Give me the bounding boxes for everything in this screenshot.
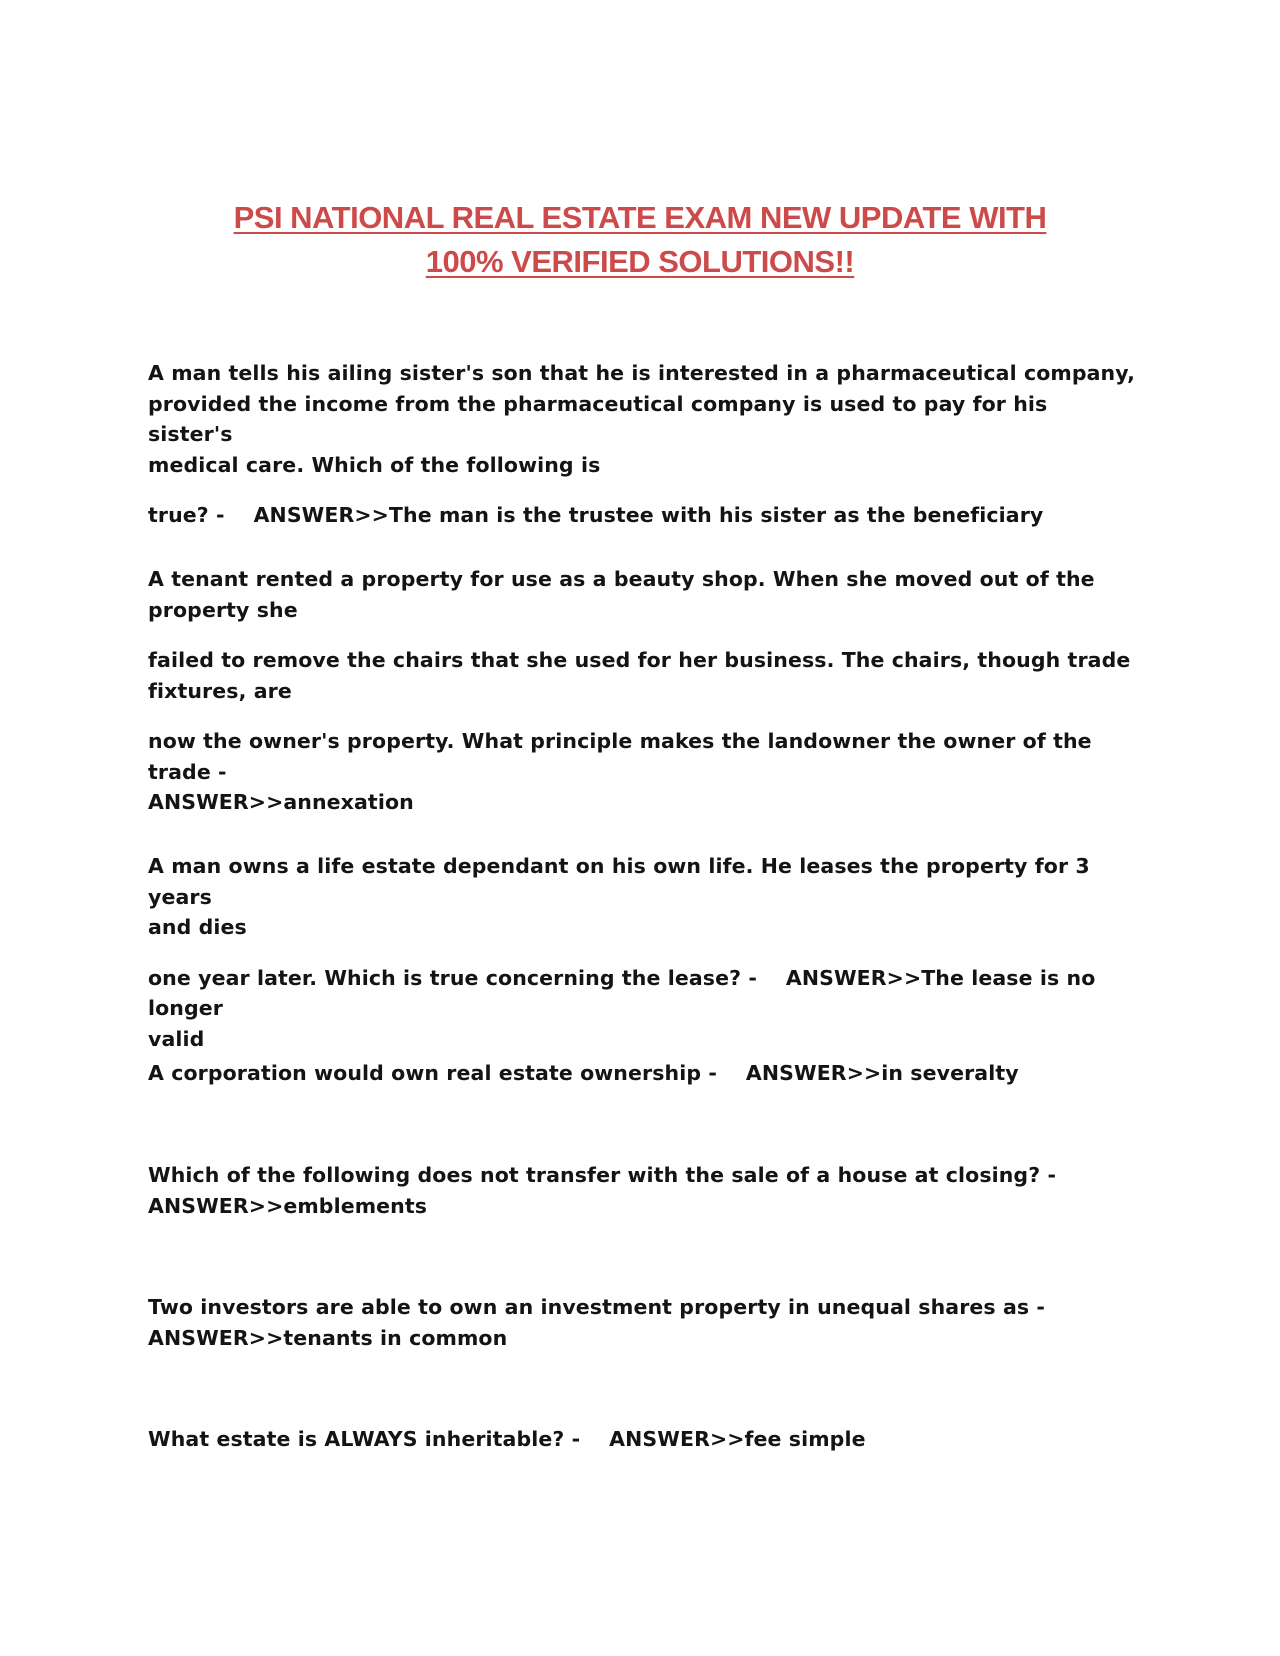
- qa-item-4: [148, 1058, 1138, 1089]
- question-text: A tenant rented a property for use as a beauty shop. When she moved out of the property she: [148, 567, 1095, 622]
- question-text: A man tells his ailing sister's son that he is interested in a pharmaceutical company, provided the income from the pharmaceutical company is used to pay for his sister's medical care. Which of the following is: [148, 361, 1136, 477]
- question-text: A man owns a life estate dependant on his own life. He leases the property for 3 years and dies: [148, 854, 1090, 939]
- qa-item-7: [148, 1424, 1138, 1455]
- qa-item-5: [148, 1160, 1138, 1221]
- qa-item-6: [148, 1292, 1138, 1353]
- qa-item-1: [148, 358, 1138, 531]
- question-answer-text: now the owner's property. What principle makes the landowner the owner of the trade - ANSWER>>annexation: [148, 729, 1092, 814]
- question-answer-text: A corporation would own real estate ownership - ANSWER>>in severalty: [148, 1061, 1019, 1085]
- question-answer-text: Two investors are able to own an investment property in unequal shares as - ANSWER>>tenants in common: [148, 1295, 1046, 1350]
- question-answer-text: one year later. Which is true concerning the lease? - ANSWER>>The lease is no longer valid: [148, 965, 1096, 1051]
- question-answer-text: Which of the following does not transfer with the sale of a house at closing? - ANSWER>>emblements: [148, 1163, 1057, 1218]
- title-line-2: 100% VERIFIED SOLUTIONS!!: [425, 244, 855, 279]
- qa-item-3: [148, 851, 1138, 1054]
- title-line-1: PSI NATIONAL REAL ESTATE EXAM NEW UPDATE WITH: [233, 200, 1047, 235]
- qa-item-2: [148, 564, 1138, 818]
- question-answer-text: What estate is ALWAYS inheritable? - ANSWER>>fee simple: [148, 1427, 866, 1451]
- question-text-continued: failed to remove the chairs that she used for her business. The chairs, though trade fixtures, are: [148, 648, 1131, 703]
- question-answer-text: true? - ANSWER>>The man is the trustee with his sister as the beneficiary: [148, 503, 1044, 527]
- document-title: [140, 196, 1140, 284]
